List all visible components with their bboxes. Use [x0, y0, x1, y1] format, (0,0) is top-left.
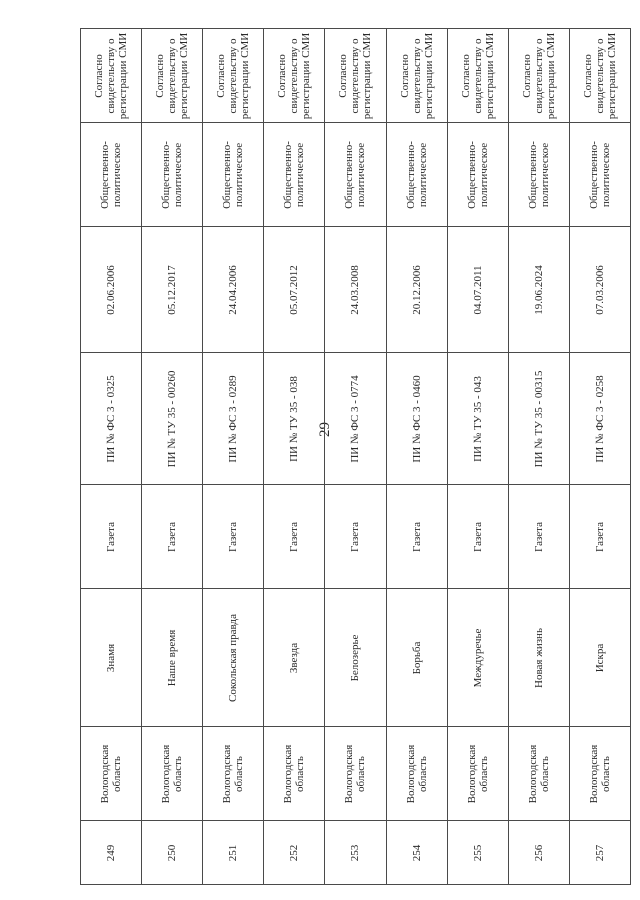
table-cell [569, 353, 630, 485]
table-cell [447, 485, 508, 589]
table-cell [325, 29, 386, 123]
cell-region: Вологодская область [526, 744, 551, 803]
cell-reg-number: ПИ № ФС 3 - 0258 [593, 374, 606, 463]
reg-number-band [81, 353, 631, 485]
table-cell [569, 727, 630, 821]
table-cell [325, 123, 386, 227]
cell-type: Общественно-политическое [343, 140, 368, 209]
table-cell [142, 123, 203, 227]
table-cell [325, 485, 386, 589]
table-cell [386, 29, 447, 123]
cell-name: Новая жизнь [532, 627, 545, 688]
table-cell [325, 589, 386, 727]
kind-band [81, 485, 631, 589]
table-cell [508, 123, 569, 227]
cell-type: Общественно-политическое [526, 140, 551, 209]
cell-type: Общественно-политическое [465, 140, 490, 209]
cell-date: 07.03.2006 [593, 264, 606, 315]
cell-term: Согласно свидетельству о регистрации СМИ [337, 32, 374, 119]
cell-row-number: 256 [532, 844, 545, 861]
table-cell [81, 589, 142, 727]
cell-row-number: 255 [471, 844, 484, 861]
cell-row-number: 250 [166, 844, 179, 861]
table-cell [142, 353, 203, 485]
cell-region: Вологодская область [465, 744, 490, 803]
date-band [81, 227, 631, 353]
table-cell [81, 821, 142, 885]
cell-date: 04.07.2011 [471, 264, 484, 315]
table-cell [569, 29, 630, 123]
table-cell [386, 485, 447, 589]
cell-region: Вологодская область [282, 744, 307, 803]
cell-kind: Газета [227, 521, 240, 552]
cell-row-number: 251 [227, 844, 240, 861]
cell-term: Согласно свидетельству о регистрации СМИ [276, 32, 313, 119]
cell-reg-number: ПИ № ФС 3 - 0774 [349, 374, 362, 463]
table-cell [508, 821, 569, 885]
table-cell [447, 29, 508, 123]
media-registry-table [80, 28, 631, 885]
table-cell [81, 353, 142, 485]
cell-type: Общественно-политическое [221, 140, 246, 209]
cell-region: Вологодская область [404, 744, 429, 803]
table-cell [447, 727, 508, 821]
cell-row-number: 249 [105, 844, 118, 861]
table-cell [386, 123, 447, 227]
cell-kind: Газета [593, 521, 606, 552]
table-cell [264, 821, 325, 885]
cell-name: Искра [593, 643, 606, 672]
cell-name: Звезда [288, 642, 301, 673]
table-cell [386, 227, 447, 353]
table-cell [569, 589, 630, 727]
table-cell [203, 821, 264, 885]
table-cell [142, 821, 203, 885]
cell-kind: Газета [410, 521, 423, 552]
table-cell [447, 123, 508, 227]
cell-name: Междуречье [471, 628, 484, 687]
table-cell [203, 123, 264, 227]
table-cell [325, 353, 386, 485]
cell-term: Согласно свидетельству о регистрации СМИ [459, 32, 496, 119]
table-cell [142, 227, 203, 353]
cell-date: 19.06.2024 [532, 264, 545, 315]
cell-term: Согласно свидетельству о регистрации СМИ [93, 32, 130, 119]
cell-date: 05.12.2017 [166, 264, 179, 315]
table-cell [264, 727, 325, 821]
cell-reg-number: ПИ № ТУ 35 - 038 [288, 375, 301, 462]
table-cell [264, 589, 325, 727]
cell-name: Наше время [166, 629, 179, 686]
table-cell [508, 227, 569, 353]
cell-date: 24.04.2006 [227, 264, 240, 315]
cell-row-number: 257 [593, 844, 606, 861]
table-cell [264, 29, 325, 123]
cell-reg-number: ПИ № ФС 3 - 0460 [410, 374, 423, 463]
cell-region: Вологодская область [221, 744, 246, 803]
cell-type: Общественно-политическое [404, 140, 429, 209]
cell-reg-number: ПИ № ФС 3 - 0325 [105, 374, 118, 463]
table-cell [569, 227, 630, 353]
table-cell [447, 589, 508, 727]
table-cell [203, 727, 264, 821]
table-cell [508, 29, 569, 123]
table-cell [203, 227, 264, 353]
table-cell [325, 227, 386, 353]
cell-kind: Газета [105, 521, 118, 552]
cell-row-number: 252 [288, 844, 301, 861]
type-band [81, 123, 631, 227]
cell-date: 02.06.2006 [105, 264, 118, 315]
table-cell [203, 353, 264, 485]
cell-region: Вологодская область [343, 744, 368, 803]
cell-region: Вологодская область [587, 744, 612, 803]
table-cell [264, 485, 325, 589]
row-number-band [81, 821, 631, 885]
table-cell [325, 821, 386, 885]
cell-name: Борьба [410, 641, 423, 674]
table-cell [508, 589, 569, 727]
table-cell [325, 727, 386, 821]
table-cell [569, 123, 630, 227]
table-cell [142, 485, 203, 589]
table-cell [264, 353, 325, 485]
table-cell [203, 589, 264, 727]
table-cell [508, 485, 569, 589]
region-band [81, 727, 631, 821]
cell-reg-number: ПИ № ТУ 35 - 00315 [532, 370, 545, 467]
page-number: 29 [317, 422, 333, 437]
table-cell [386, 821, 447, 885]
table-cell [447, 821, 508, 885]
table-cell [386, 589, 447, 727]
table-cell [508, 353, 569, 485]
cell-type: Общественно-политическое [587, 140, 612, 209]
cell-kind: Газета [532, 521, 545, 552]
cell-date: 20.12.2006 [410, 264, 423, 315]
cell-type: Общественно-политическое [160, 140, 185, 209]
table-cell [142, 29, 203, 123]
table-cell [569, 485, 630, 589]
cell-term: Согласно свидетельству о регистрации СМИ [154, 32, 191, 119]
cell-name: Знамя [105, 643, 118, 672]
cell-kind: Газета [166, 521, 179, 552]
table-cell [81, 123, 142, 227]
cell-row-number: 253 [349, 844, 362, 861]
cell-term: Согласно свидетельству о регистрации СМИ [215, 32, 252, 119]
table-cell [569, 821, 630, 885]
table-cell [81, 727, 142, 821]
cell-reg-number: ПИ № ТУ 35 - 00260 [166, 370, 179, 467]
cell-name: Белозерье [349, 634, 362, 681]
table-cell [203, 29, 264, 123]
cell-date: 05.07.2012 [288, 264, 301, 315]
table-cell [386, 727, 447, 821]
table-cell [264, 123, 325, 227]
cell-kind: Газета [349, 521, 362, 552]
cell-region: Вологодская область [160, 744, 185, 803]
table-cell [447, 227, 508, 353]
table-cell [81, 29, 142, 123]
cell-kind: Газета [288, 521, 301, 552]
table-cell [81, 227, 142, 353]
cell-term: Согласно свидетельству о регистрации СМИ [581, 32, 618, 119]
cell-term: Согласно свидетельству о регистрации СМИ [398, 32, 435, 119]
cell-reg-number: ПИ № ТУ 35 - 043 [471, 375, 484, 462]
cell-name: Сокольская правда [227, 613, 240, 702]
name-band [81, 589, 631, 727]
table-cell [142, 589, 203, 727]
cell-kind: Газета [471, 521, 484, 552]
cell-date: 24.03.2008 [349, 264, 362, 315]
cell-type: Общественно-политическое [282, 140, 307, 209]
table-cell [264, 227, 325, 353]
table-cell [142, 727, 203, 821]
table-cell [81, 485, 142, 589]
cell-row-number: 254 [410, 844, 423, 861]
cell-region: Вологодская область [99, 744, 124, 803]
cell-term: Согласно свидетельству о регистрации СМИ [520, 32, 557, 119]
cell-reg-number: ПИ № ФС 3 - 0289 [227, 374, 240, 463]
cell-type: Общественно-политическое [99, 140, 124, 209]
table-cell [203, 485, 264, 589]
term-band [81, 29, 631, 123]
table-cell [447, 353, 508, 485]
table-cell [386, 353, 447, 485]
table-cell [508, 727, 569, 821]
